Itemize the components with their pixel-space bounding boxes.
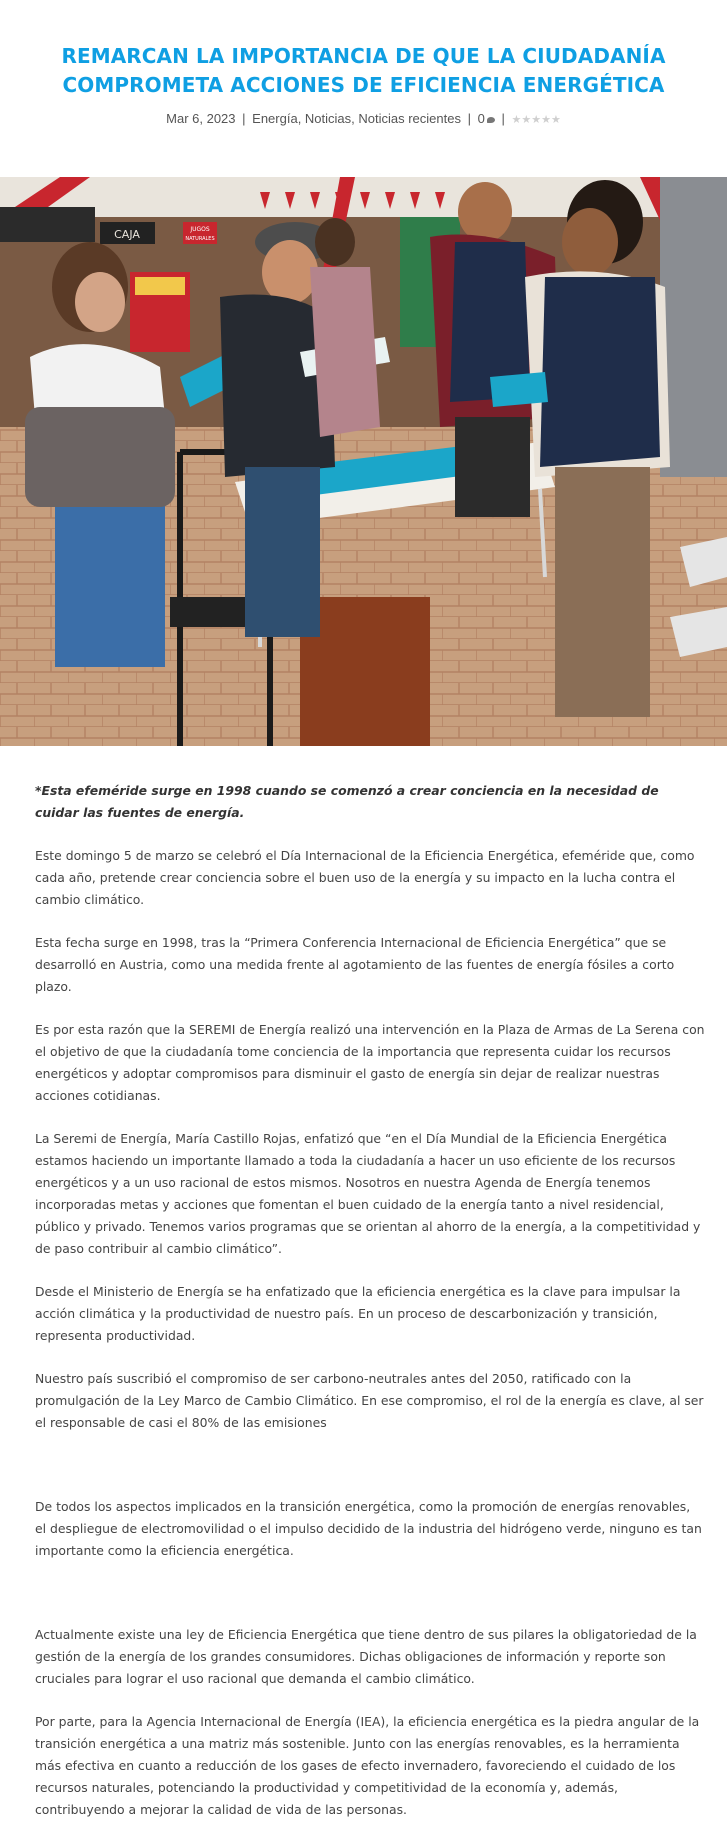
person-face (262, 240, 318, 304)
meta-separator: | (242, 111, 246, 126)
menu-board-header (135, 277, 185, 295)
meta-separator: | (501, 111, 505, 126)
meta-separator: | (467, 111, 471, 126)
person-face (75, 272, 125, 332)
person-face (562, 208, 618, 276)
article-paragraph: Por parte, para la Agencia Internacional de Energía (IEA), la eficiencia energética es la piedra angular de la transición energética a una matriz más sostenible. Junto con las energías renovables, es la herramienta más efectiva en cuanto a reducción de los gases de efecto invernadero, favoreciendo el cuidado de los recursos naturales, potenciando la productividad y competitividad de la economía y, además, contribuyendo a mejorar la calidad de vida de las personas. (35, 1714, 700, 1817)
person-trousers (455, 417, 530, 517)
jugos-sign-text: JUGOS (190, 226, 210, 233)
post-date: Mar 6, 2023 (166, 111, 236, 126)
star-icon[interactable]: ★ (521, 114, 532, 127)
star-icon[interactable]: ★ (541, 114, 551, 127)
article-paragraph: Este domingo 5 de marzo se celebró el Día Internacional de la Eficiencia Energética, efeméride que, como cada año, pretende crear conciencia sobre el buen uso de la energía y su impacto en la lucha contra el cambio climático. (35, 848, 695, 907)
article-paragraph: Nuestro país suscribió el compromiso de ser carbono-neutrales antes del 2050, ratificado con la promulgación de la Ley Marco de Cambio Climático. En ese compromiso, el rol de la energía es clave, al ser el responsable de casi el 80% de las emisiones (35, 1371, 704, 1430)
post-categories[interactable]: Energía, Noticias, Noticias recientes (252, 111, 461, 126)
star-icon[interactable]: ★ (531, 114, 542, 127)
article-paragraph: Desde el Ministerio de Energía se ha enfatizado que la eficiencia energética es la clave para impulsar la acción climática y la productividad de nuestro país. En un proceso de descarbonización y transición, representa productividad. (35, 1284, 681, 1343)
article-lead: *Esta efeméride surge en 1998 cuando se comenzó a crear conciencia en la necesidad de cuidar las fuentes de energía. (35, 783, 659, 820)
rating-stars[interactable] (511, 110, 560, 129)
caja-sign-text: CAJA (114, 228, 140, 241)
person-vest (540, 277, 660, 467)
person-trousers (555, 467, 650, 717)
comment-icon (487, 117, 495, 123)
article-paragraph: De todos los aspectos implicados en la transición energética, como la promoción de energías renovables, el despliegue de electromovilidad o el impulso decidido de la industria del hidrógeno verde, ninguno es tan importante como la eficiencia energética. (35, 1499, 702, 1558)
metal-panel (660, 177, 727, 477)
comments-count: 0 (477, 111, 485, 126)
person-top (310, 267, 380, 437)
article-paragraph: La Seremi de Energía, María Castillo Rojas, enfatizó que “en el Día Mundial de la Eficiencia Energética estamos haciendo un importante llamado a toda la ciudadanía a hacer un uso eficiente de los recursos energéticos y a un uso racional de estos mismos. Nosotros en nuestra Agenda de Energía tenemos incorporadas metas y acciones que fomentan el buen cuidado de la energía tanto a nivel residencial, público y privado. Tenemos varios programas que se orientan al ahorro de la energía, a la competitividad y de paso contribuir al cambio climático”. (35, 1131, 701, 1256)
person-face (458, 182, 512, 242)
star-icon[interactable]: ★ (511, 114, 522, 127)
article-title: REMARCAN LA IMPORTANCIA DE QUE LA CIUDADANÍA COMPROMETA ACCIONES DE EFICIENCIA ENERGÉTICA (61, 44, 666, 97)
article-paragraph: Es por esta razón que la SEREMI de Energía realizó una intervención en la Plaza de Armas de La Serena con el objetivo de que la ciudadanía tome conciencia de la importancia que representa cuidar los recursos energéticos y adoptar compromisos para disminuir el gasto de energía sin dejar de realizar nuestras acciones cotidianas. (35, 1022, 705, 1103)
person-jeans (245, 467, 320, 637)
chalkboard (0, 207, 95, 242)
article-paragraph: Esta fecha surge en 1998, tras la “Primera Conferencia Internacional de Eficiencia Energética” que se desarrolló en Austria, como una medida frente al agotamiento de las fuentes de energía fósiles a corto plazo. (35, 935, 675, 994)
star-icon[interactable]: ★ (550, 114, 561, 127)
comments-link[interactable] (478, 111, 495, 126)
photo-illustration (0, 177, 727, 746)
article-header (0, 42, 727, 129)
handbag (25, 407, 175, 507)
booklet-in-hand (490, 372, 548, 407)
article-body (35, 780, 705, 1842)
article-paragraph: Actualmente existe una ley de Eficiencia Energética que tiene dentro de sus pilares la obligatoriedad de la gestión de la energía de los grandes consumidores. Dichas obligaciones de información y reporte son cruciales para lograr el uso racional que demanda el cambio climático. (35, 1627, 697, 1686)
featured-photo (0, 177, 727, 746)
post-meta (0, 110, 727, 129)
naturales-sign-text: NATURALES (185, 236, 215, 242)
person-hair (315, 218, 355, 266)
